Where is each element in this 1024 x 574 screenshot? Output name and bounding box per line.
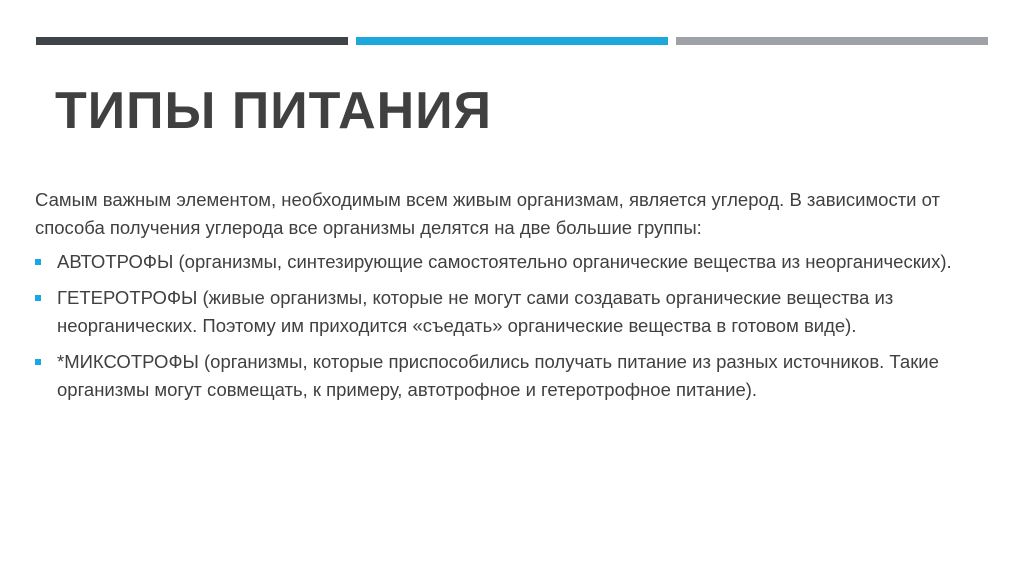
decoration-bar-blue (356, 37, 668, 45)
square-bullet-icon (35, 259, 41, 265)
list-item-text: *МИКСОТРОФЫ (организмы, которые приспособились получать питание из разных источников. Такие организмы могут совмещать, к примеру, автотрофное и гетеротрофное питание). (57, 351, 939, 400)
square-bullet-icon (35, 295, 41, 301)
intro-paragraph: Самым важным элементом, необходимым всем живым организмам, является углерод. В зависимости от способа получения углерода все организмы делятся на две большие группы: (35, 189, 941, 238)
list-item-mixotrophs (35, 348, 985, 404)
slide-body (35, 186, 985, 412)
decoration-bar-dark (36, 37, 348, 45)
decoration-bar-gray (676, 37, 988, 45)
header-decoration-bars (36, 37, 988, 45)
list-item-heterotrophs (35, 284, 985, 340)
bullet-list (35, 248, 985, 404)
square-bullet-icon (35, 359, 41, 365)
list-item-text: ГЕТЕРОТРОФЫ (живые организмы, которые не могут сами создавать органические вещества из неорганических. Поэтому им приходится «съедать» органические вещества в готовом виде). (57, 287, 894, 336)
list-item-text: АВТОТРОФЫ (организмы, синтезирующие самостоятельно органические вещества из неорганических). (57, 251, 952, 272)
list-item-autotrophs (35, 248, 985, 276)
slide-title: ТИПЫ ПИТАНИЯ (55, 82, 492, 140)
